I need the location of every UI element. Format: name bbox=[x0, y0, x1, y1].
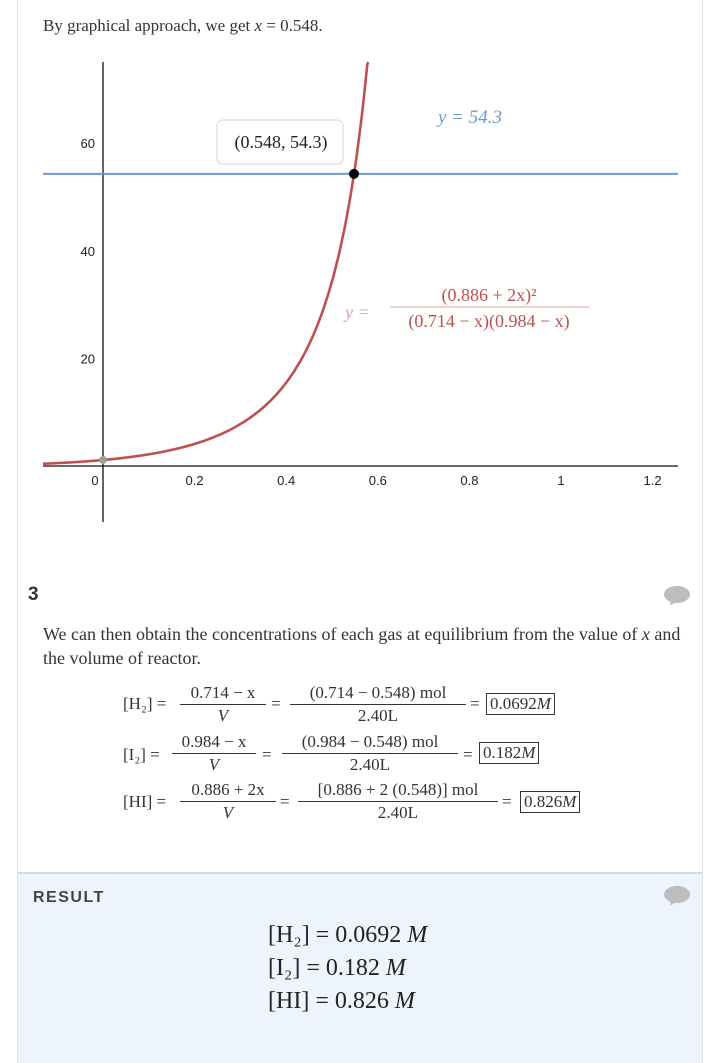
y-tick-label: 40 bbox=[80, 243, 95, 259]
fraction-numeric: (0.714 − 0.548) mol 2.40L bbox=[290, 683, 466, 726]
result-h2: [H₂] = 0.0692 M bbox=[268, 922, 428, 948]
fraction-numeric: (0.984 − 0.548) mol 2.40L bbox=[282, 732, 458, 775]
fraction-numeric: [0.886 + 2 (0.548)] mol 2.40L bbox=[298, 780, 498, 823]
fraction-symbolic: 0.714 − x V bbox=[180, 683, 266, 726]
comment-bubble-icon[interactable] bbox=[664, 886, 690, 906]
y-tick-label: 20 bbox=[80, 351, 95, 367]
step-number: 3 bbox=[28, 584, 39, 605]
result-box: 0.826M bbox=[520, 791, 580, 813]
x-tick-label: 0 bbox=[91, 473, 99, 488]
intro-text: By graphical approach, we get x = 0.548. bbox=[43, 16, 323, 35]
curve-label-prefix: y = bbox=[345, 302, 370, 322]
y-tick-label: 60 bbox=[80, 136, 95, 152]
result-hi: [HI] = 0.826 M bbox=[268, 988, 415, 1014]
x-tick-label: 1.2 bbox=[643, 473, 662, 488]
species-label: [I₂] = bbox=[123, 745, 160, 764]
result-box: 0.182M bbox=[479, 742, 539, 764]
curve-label-denominator: (0.714 − x)(0.984 − x) bbox=[408, 311, 570, 331]
species-label: [H₂] = bbox=[123, 694, 167, 713]
y-intercept-point bbox=[99, 456, 107, 464]
fraction-symbolic: 0.886 + 2x V bbox=[180, 780, 276, 823]
result-i2: [I₂] = 0.182 M bbox=[268, 955, 406, 981]
explanation-text: We can then obtain the concentrations of each gas at equilibrium from the value of x and the volume of reactor. bbox=[43, 624, 681, 668]
intersection-label: (0.548, 54.3) bbox=[234, 132, 328, 152]
result-title: RESULT bbox=[33, 889, 105, 906]
x-tick-label: 1 bbox=[557, 473, 565, 488]
x-tick-label: 0.6 bbox=[368, 473, 387, 488]
x-tick-label: 0.8 bbox=[460, 473, 479, 488]
x-tick-label: 0.2 bbox=[185, 473, 204, 488]
species-label: [HI] = bbox=[123, 792, 167, 811]
intersection-point bbox=[349, 169, 359, 179]
x-tick-label: 0.4 bbox=[277, 473, 296, 488]
result-box: 0.0692M bbox=[486, 693, 555, 715]
comment-bubble-icon[interactable] bbox=[664, 586, 690, 606]
curve-label-numerator: (0.886 + 2x)² bbox=[441, 285, 537, 305]
fraction-symbolic: 0.984 − x V bbox=[172, 732, 256, 775]
horizontal-line-label: y = 54.3 bbox=[437, 107, 503, 128]
